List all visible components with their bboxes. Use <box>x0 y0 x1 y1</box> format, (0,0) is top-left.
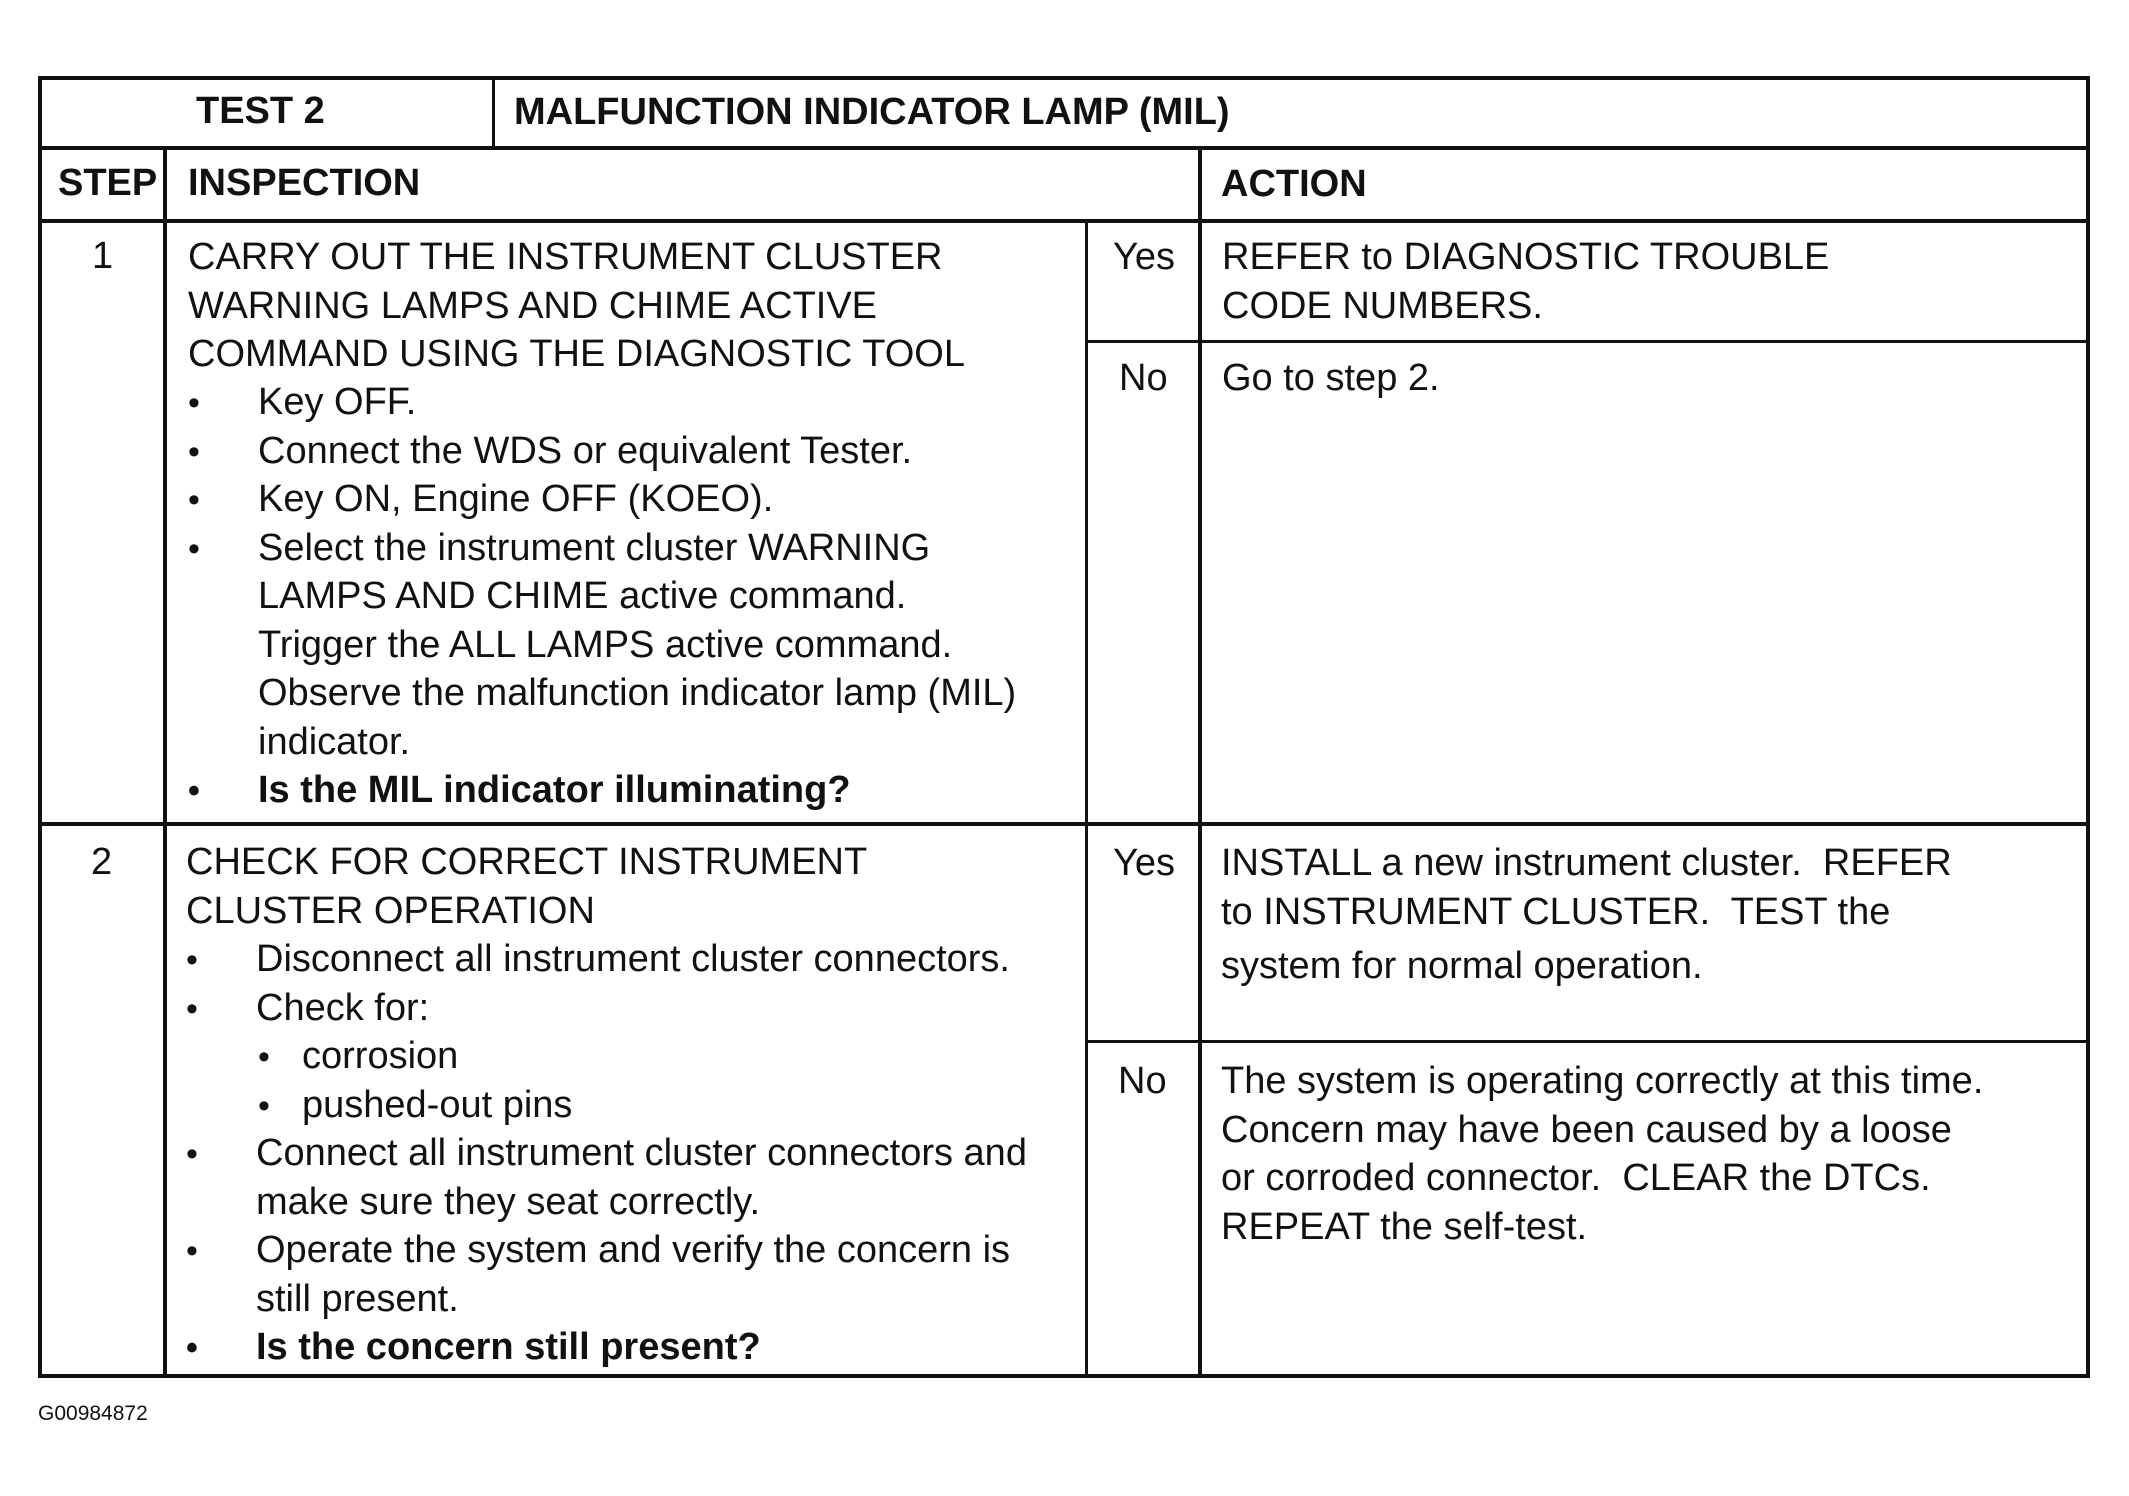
action-line: INSTALL a new instrument cluster. REFER <box>1221 842 1952 884</box>
bullet-icon <box>186 1323 198 1373</box>
bullet-text: Trigger the ALL LAMPS active command. <box>258 623 953 666</box>
list-item <box>256 1129 1027 1226</box>
column-action: ACTION <box>1221 163 1367 205</box>
step2-no-action <box>1221 1057 1983 1251</box>
bullet-text: LAMPS AND CHIME active command. <box>258 575 907 617</box>
bullet-text: make sure they seat correctly. <box>256 1180 761 1223</box>
bullet-text: corrosion <box>302 1035 459 1077</box>
bullet-text: Check for: <box>256 986 430 1029</box>
step1-yes-no-divider <box>1087 340 2090 343</box>
bullet-icon <box>258 1032 270 1082</box>
bullet-text: pushed-out pins <box>302 1083 573 1126</box>
test-label: TEST 2 <box>196 90 325 132</box>
list-item <box>302 1081 1027 1130</box>
list-item <box>256 984 1027 1130</box>
action-line: system for normal operation. <box>1221 945 1703 987</box>
step1-yes-action <box>1222 233 1829 330</box>
action-line: The system is operating correctly at this time. <box>1221 1060 1984 1102</box>
step1-question: Is the MIL indicator illuminating? <box>258 769 851 811</box>
bullet-text: Disconnect all instrument cluster connectors. <box>256 938 1010 980</box>
header-divider <box>38 146 2090 150</box>
step2-no-label: No <box>1118 1060 1167 1102</box>
list-item <box>258 524 1016 767</box>
action-line: to INSTRUMENT CLUSTER. TEST the <box>1221 890 1891 933</box>
step1-yes-label: Yes <box>1113 236 1175 278</box>
bullet-icon <box>186 1226 198 1276</box>
bullet-text: Observe the malfunction indicator lamp (MIL) <box>258 672 1017 714</box>
action-line: REPEAT the self-test. <box>1221 1205 1588 1248</box>
test-title-divider <box>492 76 495 148</box>
step1-heading-line: CARRY OUT THE INSTRUMENT CLUSTER <box>188 236 943 278</box>
action-line: CODE NUMBERS. <box>1222 284 1543 327</box>
action-line: or corroded connector. CLEAR the DTCs. <box>1221 1157 1931 1199</box>
figure-id: G00984872 <box>38 1402 148 1425</box>
list-item <box>258 475 1016 524</box>
column-inspection: INSPECTION <box>188 162 421 204</box>
step1-heading-line: COMMAND USING THE DIAGNOSTIC TOOL <box>188 333 965 375</box>
step1-no-label: No <box>1119 357 1168 399</box>
step2-yes-no-divider <box>1087 1040 2090 1043</box>
bullet-icon <box>188 475 200 525</box>
bullet-icon <box>258 1081 270 1131</box>
step2-yes-action <box>1221 839 1952 991</box>
bullet-icon <box>188 766 200 816</box>
bullet-icon <box>188 378 200 428</box>
bullet-text: indicator. <box>258 720 411 763</box>
list-item <box>256 935 1027 984</box>
test-title: MALFUNCTION INDICATOR LAMP (MIL) <box>514 91 1230 133</box>
bullet-icon <box>186 935 198 985</box>
bullet-text: Key ON, Engine OFF (KOEO). <box>258 478 774 520</box>
column-header-divider <box>38 219 2090 223</box>
inspection-yesno-divider <box>1085 221 1088 1378</box>
column-step: STEP <box>58 162 158 204</box>
step1-bullet-list <box>258 378 1016 815</box>
step2-number: 2 <box>91 841 113 883</box>
bullet-text: still present. <box>256 1277 459 1320</box>
bullet-icon <box>186 1129 198 1179</box>
list-item <box>258 378 1016 427</box>
step2-heading-line: CLUSTER OPERATION <box>186 889 595 932</box>
bullet-icon <box>186 984 198 1034</box>
step2-sub-bullet-list <box>256 1032 1027 1129</box>
step-divider <box>38 822 2090 826</box>
step1-heading-line: WARNING LAMPS AND CHIME ACTIVE <box>188 284 878 327</box>
step1-number: 1 <box>92 235 114 277</box>
step2-question: Is the concern still present? <box>256 1326 761 1368</box>
bullet-icon <box>188 427 200 477</box>
action-line: Concern may have been caused by a loose <box>1221 1108 1952 1151</box>
bullet-text: Select the instrument cluster WARNING <box>258 526 931 569</box>
step2-bullet-list <box>256 935 1027 1372</box>
list-item <box>256 1323 1027 1372</box>
step2-heading-line: CHECK FOR CORRECT INSTRUMENT <box>186 841 868 883</box>
step1-no-action: Go to step 2. <box>1222 357 1440 399</box>
step2-yes-label: Yes <box>1113 842 1175 884</box>
list-item <box>258 427 1016 476</box>
step1-heading <box>188 233 965 379</box>
list-item <box>258 766 1016 815</box>
bullet-text: Key OFF. <box>258 381 417 423</box>
bullet-text: Connect the WDS or equivalent Tester. <box>258 429 913 472</box>
bullet-icon <box>188 524 200 574</box>
bullet-text: Operate the system and verify the concern is <box>256 1229 1011 1271</box>
bullet-text: Connect all instrument cluster connectors and <box>256 1132 1027 1174</box>
list-item <box>256 1226 1027 1323</box>
list-item <box>302 1032 1027 1081</box>
step-column-divider <box>163 148 167 1378</box>
inspection-action-divider <box>1198 148 1202 1378</box>
step2-heading <box>186 838 867 935</box>
action-line: REFER to DIAGNOSTIC TROUBLE <box>1222 236 1830 278</box>
